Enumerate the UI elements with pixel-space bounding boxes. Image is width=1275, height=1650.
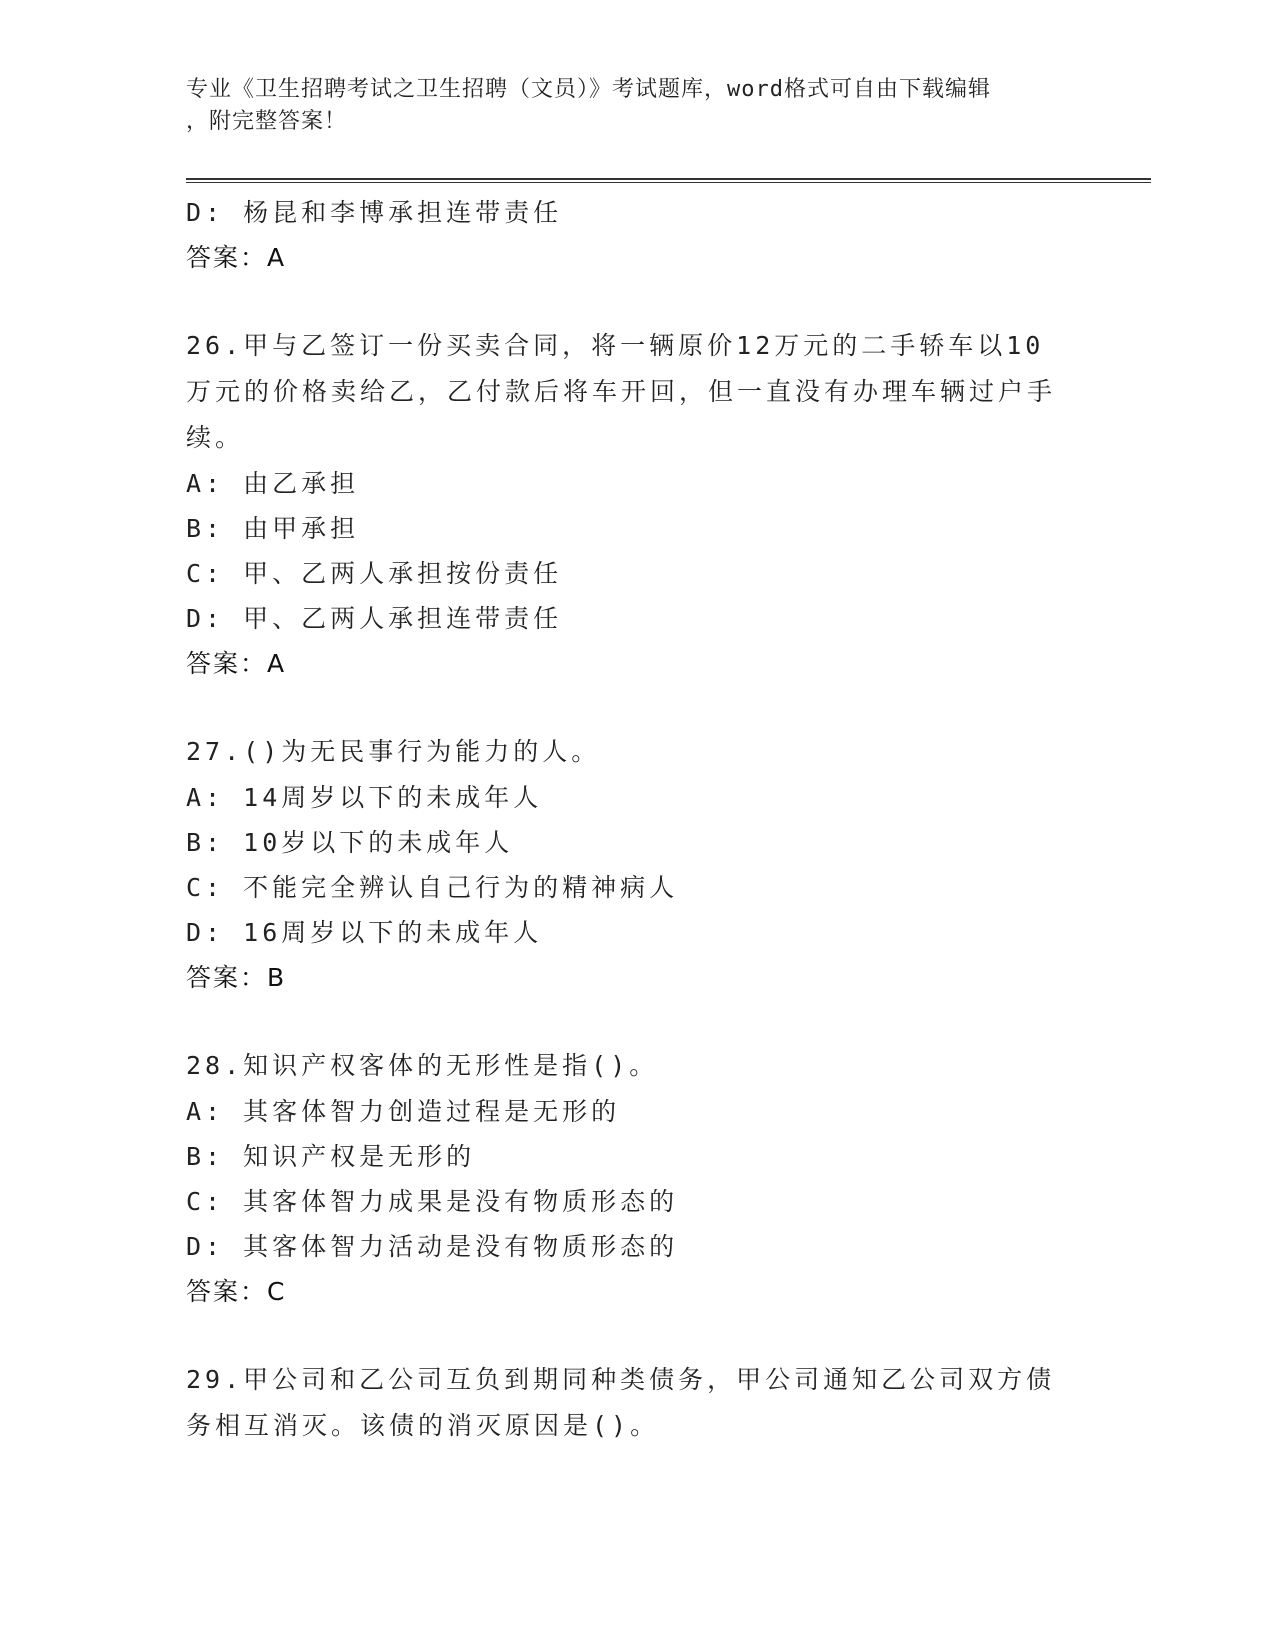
option-c: C: 甲、乙两人承担按份责任 — [186, 559, 563, 588]
header-divider-thick — [186, 178, 1151, 180]
option-b: B: 10岁以下的未成年人 — [186, 828, 514, 857]
document-header — [186, 74, 1066, 138]
question-26 — [186, 323, 1076, 686]
option-c: C: 其客体智力成果是没有物质形态的 — [186, 1187, 679, 1216]
question-27 — [186, 729, 1076, 1000]
answer-line: 答案：A — [186, 649, 287, 678]
option-d: D: 其客体智力活动是没有物质形态的 — [186, 1232, 679, 1261]
option-a: A: 14周岁以下的未成年人 — [186, 783, 543, 812]
option-c: C: 不能完全辨认自己行为的精神病人 — [186, 873, 679, 902]
header-line-1: 专业《卫生招聘考试之卫生招聘（文员）》考试题库，word格式可自由下载编辑 — [186, 77, 991, 102]
question-stem: 27.()为无民事行为能力的人。 — [186, 737, 601, 766]
answer-line: 答案：A — [186, 243, 287, 272]
option-d: D: 杨昆和李博承担连带责任 — [186, 198, 563, 227]
question-29 — [186, 1357, 1076, 1449]
answer-line: 答案：B — [186, 963, 287, 992]
option-d: D: 甲、乙两人承担连带责任 — [186, 604, 563, 633]
question-28 — [186, 1043, 1076, 1314]
option-d: D: 16周岁以下的未成年人 — [186, 918, 543, 947]
spacer — [186, 1314, 1076, 1357]
question-stem: 28.知识产权客体的无形性是指()。 — [186, 1051, 659, 1080]
question-stem: 29.甲公司和乙公司互负到期同种类债务，甲公司通知乙公司双方债务相互消灭。该债的消灭原因是()。 — [186, 1365, 1056, 1440]
header-divider-thin — [186, 182, 1151, 183]
option-b: B: 知识产权是无形的 — [186, 1142, 476, 1171]
answer-line: 答案：C — [186, 1277, 287, 1306]
spacer — [186, 280, 1076, 323]
spacer — [186, 686, 1076, 729]
header-line-2: ，附完整答案！ — [186, 109, 348, 134]
question-list — [186, 190, 1076, 1449]
previous-question-tail — [186, 190, 1076, 280]
question-stem: 26.甲与乙签订一份买卖合同，将一辆原价12万元的二手轿车以10万元的价格卖给乙，乙付款后将车开回，但一直没有办理车辆过户手续。 — [186, 331, 1057, 452]
option-a: A: 其客体智力创造过程是无形的 — [186, 1097, 621, 1126]
option-a: A: 由乙承担 — [186, 469, 360, 498]
option-b: B: 由甲承担 — [186, 514, 360, 543]
spacer — [186, 1000, 1076, 1043]
